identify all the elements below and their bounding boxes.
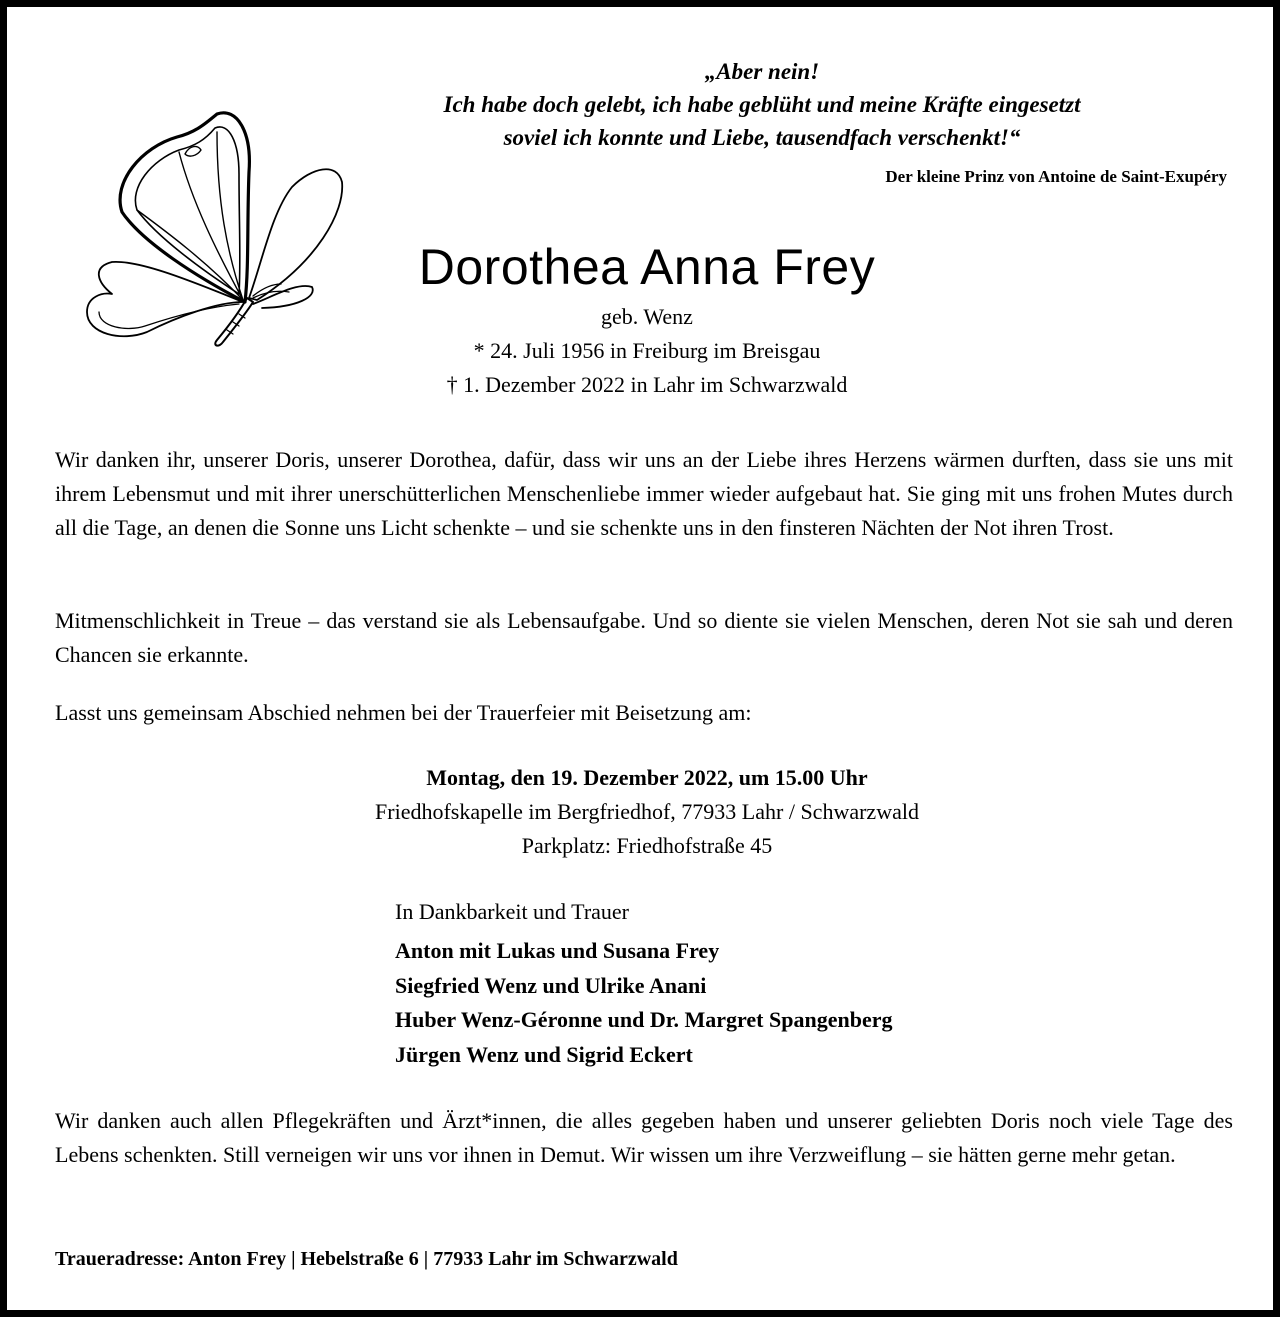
quote-source: Der kleine Prinz von Antoine de Saint-Exupéry xyxy=(885,167,1227,186)
quote-line: soviel ich konnte und Liebe, tausendfach verschenkt!“ xyxy=(503,125,1021,150)
mourner-name: Jürgen Wenz und Sigrid Eckert xyxy=(395,1041,693,1067)
quote-line: „Aber nein! xyxy=(704,59,820,84)
mourner-name: Huber Wenz-Géronne und Dr. Margret Spangenberg xyxy=(395,1007,893,1032)
mourner-name: Anton mit Lukas und Susana Frey xyxy=(395,938,720,963)
service-date: Montag, den 19. Dezember 2022, um 15.00 Uhr xyxy=(426,765,868,790)
mourners-intro: In Dankbarkeit und Trauer xyxy=(395,899,630,924)
deceased-name: Dorothea Anna Frey xyxy=(418,239,876,295)
deceased-details xyxy=(297,300,997,402)
mourners-list xyxy=(395,934,892,1072)
closing-paragraph: Wir danken auch allen Pflegekräften und Ärzt*innen, die alles gegeben haben und unserer geliebten Doris noch viele Tage des Lebens schenkten. Still verneigen wir uns vor ihnen in Demut. Wir wissen um ihre Verzweiflung – sie hätten gerne mehr getan. xyxy=(55,1108,1233,1167)
tribute-paragraph: Wir danken ihr, unserer Doris, unserer Dorothea, dafür, dass wir uns an der Liebe ihres Herzens wärmen durften, dass sie uns mit ihrem Lebensmut und mit ihrer unerschütterlichen Menschenliebe immer wieder aufgebaut hat. Sie ging mit uns frohen Mutes durch all die Tage, an denen die Sonne uns Licht schenkte – und sie schenkte uns in den finsteren Nächten der Not ihren Trost. xyxy=(55,447,1233,540)
service-location: Friedhofskapelle im Bergfriedhof, 77933 Lahr / Schwarzwald xyxy=(375,799,919,824)
birth-date: * 24. Juli 1956 in Freiburg im Breisgau xyxy=(473,338,821,363)
quote xyxy=(337,55,1187,154)
farewell-invitation: Lasst uns gemeinsam Abschied nehmen bei der Trauerfeier mit Beisetzung am: xyxy=(55,700,752,725)
born-name: geb. Wenz xyxy=(601,304,693,329)
tribute-paragraph: Mitmenschlichkeit in Treue – das verstand sie als Lebensaufgabe. Und so diente sie vielen Menschen, deren Not sie sah und deren Chancen sie erkannte. xyxy=(55,608,1233,667)
mourning-address: Traueradresse: Anton Frey | Hebelstraße 6 | 77933 Lahr im Schwarzwald xyxy=(55,1248,678,1270)
death-date: † 1. Dezember 2022 in Lahr im Schwarzwald xyxy=(446,372,848,397)
service-parking: Parkplatz: Friedhofstraße 45 xyxy=(521,833,773,858)
mourner-name: Siegfried Wenz und Ulrike Anani xyxy=(395,972,707,998)
quote-line: Ich habe doch gelebt, ich habe geblüht und meine Kräfte eingesetzt xyxy=(443,92,1081,117)
service-details xyxy=(297,761,997,863)
